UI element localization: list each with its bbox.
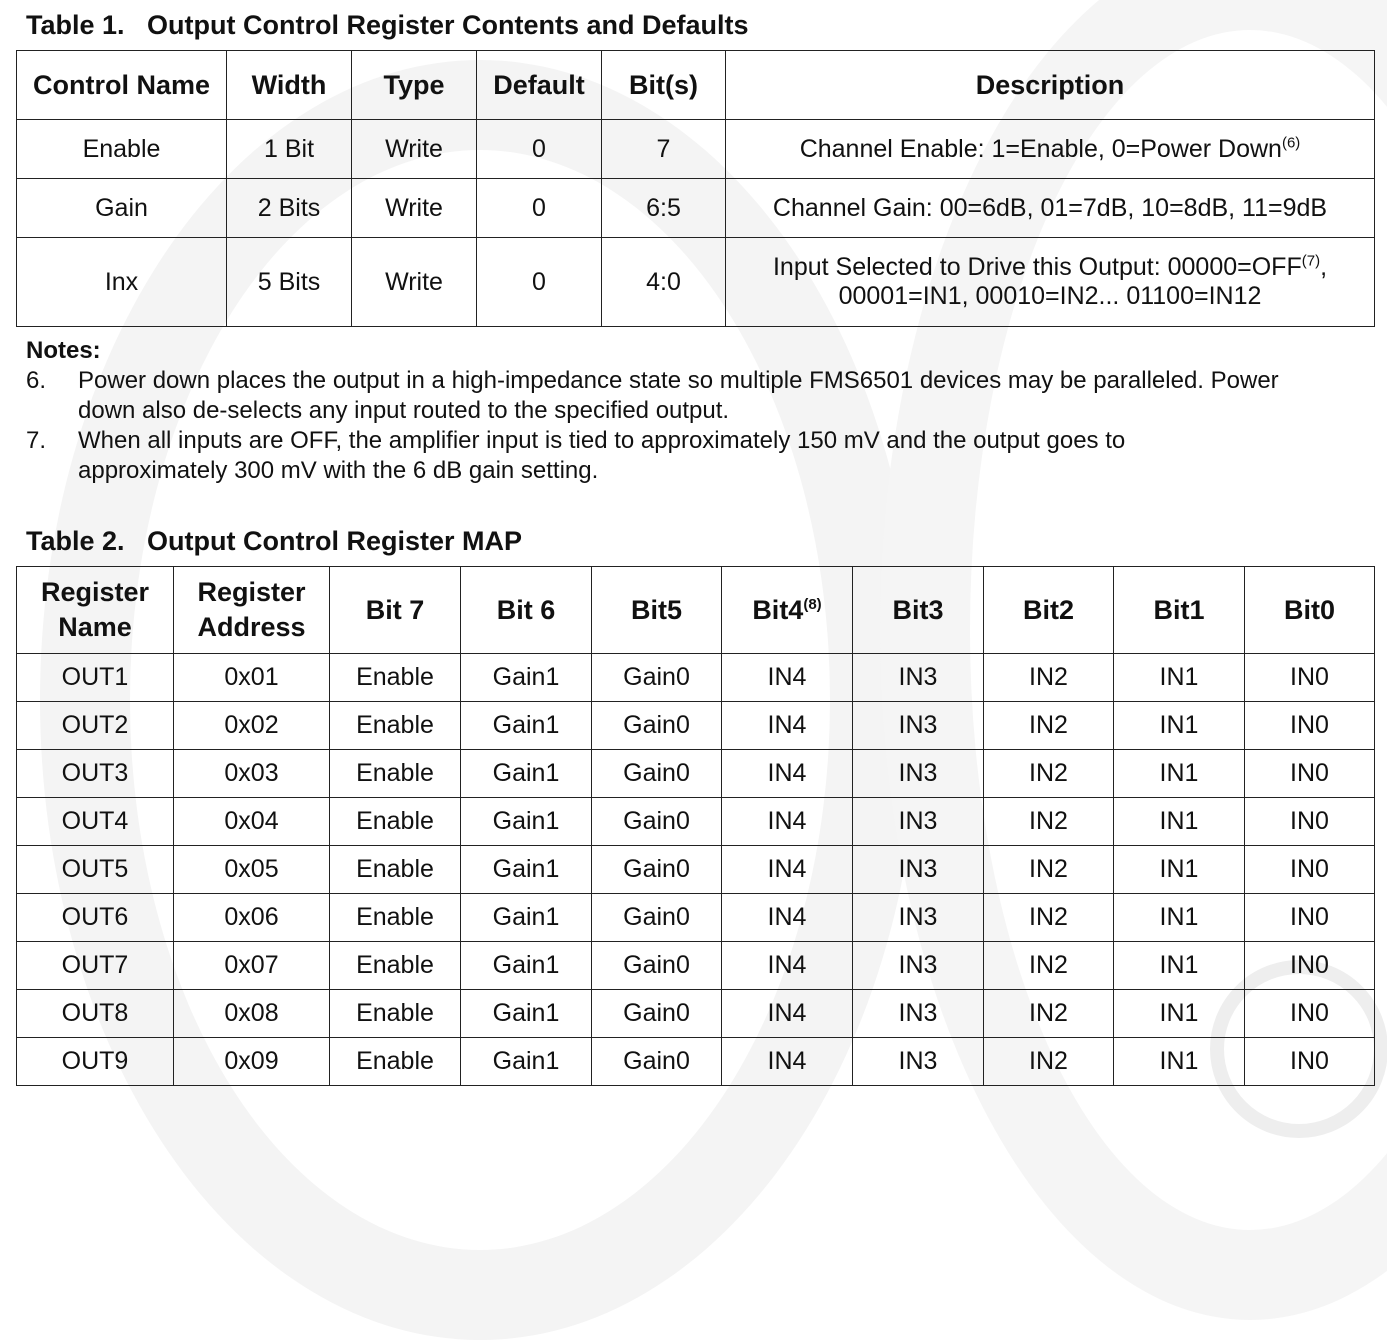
table-row bbox=[17, 120, 1375, 179]
table-row bbox=[17, 798, 1375, 846]
cell-register-name: OUT6 bbox=[17, 894, 174, 942]
column-header-bit4 bbox=[722, 567, 853, 654]
header-line: Register bbox=[40, 577, 150, 607]
cell-default: 0 bbox=[477, 238, 602, 327]
cell-bit3: IN3 bbox=[853, 894, 984, 942]
footnote-ref: (7) bbox=[1301, 252, 1321, 270]
output-control-register-contents-table bbox=[16, 50, 1375, 327]
header-line: Bit4 bbox=[752, 594, 804, 625]
cell-bit5: Gain0 bbox=[592, 702, 722, 750]
description-text: Input Selected to Drive this Output: 00000=OFF bbox=[772, 253, 1302, 281]
cell-width: 1 Bit bbox=[227, 120, 352, 179]
cell-bit1: IN1 bbox=[1114, 846, 1245, 894]
register-map-body bbox=[17, 654, 1375, 1086]
column-header: Control Name bbox=[17, 51, 227, 120]
cell-bit7: Enable bbox=[330, 942, 461, 990]
cell-bit7: Enable bbox=[330, 702, 461, 750]
cell-bit3: IN3 bbox=[853, 654, 984, 702]
cell-bit5: Gain0 bbox=[592, 990, 722, 1038]
column-header-bit0: Bit0 bbox=[1245, 567, 1375, 654]
cell-bit4: IN4 bbox=[722, 990, 853, 1038]
table-row bbox=[17, 990, 1375, 1038]
table-row bbox=[17, 1038, 1375, 1086]
header-line: Name bbox=[58, 612, 132, 642]
cell-bit3: IN3 bbox=[853, 702, 984, 750]
cell-bit4: IN4 bbox=[722, 702, 853, 750]
cell-bit2: IN2 bbox=[984, 846, 1114, 894]
table2-caption: Table 2. Output Control Register MAP bbox=[26, 526, 523, 556]
cell-bit4: IN4 bbox=[722, 654, 853, 702]
cell-bit1: IN1 bbox=[1114, 798, 1245, 846]
cell-bit0: IN0 bbox=[1245, 1038, 1375, 1086]
table-row bbox=[17, 846, 1375, 894]
cell-register-address: 0x05 bbox=[174, 846, 330, 894]
cell-bit2: IN2 bbox=[984, 750, 1114, 798]
cell-register-name: OUT5 bbox=[17, 846, 174, 894]
cell-type: Write bbox=[352, 120, 477, 179]
cell-bit0: IN0 bbox=[1245, 894, 1375, 942]
cell-bit2: IN2 bbox=[984, 990, 1114, 1038]
cell-bit3: IN3 bbox=[853, 1038, 984, 1086]
cell-bit7: Enable bbox=[330, 894, 461, 942]
cell-bit7: Enable bbox=[330, 798, 461, 846]
cell-bit4: IN4 bbox=[722, 798, 853, 846]
table-row bbox=[17, 179, 1375, 238]
cell-bit5: Gain0 bbox=[592, 750, 722, 798]
column-header-bit5: Bit5 bbox=[592, 567, 722, 654]
cell-type: Write bbox=[352, 179, 477, 238]
cell-bit0: IN0 bbox=[1245, 990, 1375, 1038]
cell-bit3: IN3 bbox=[853, 942, 984, 990]
cell-bit2: IN2 bbox=[984, 798, 1114, 846]
cell-register-address: 0x02 bbox=[174, 702, 330, 750]
cell-description bbox=[726, 238, 1375, 327]
description-text: Channel Enable: 1=Enable, 0=Power Down bbox=[799, 134, 1282, 163]
cell-default: 0 bbox=[477, 179, 602, 238]
cell-description bbox=[726, 120, 1375, 179]
output-control-register-map-table bbox=[16, 566, 1375, 1086]
cell-bit7: Enable bbox=[330, 846, 461, 894]
cell-register-address: 0x08 bbox=[174, 990, 330, 1038]
cell-register-name: OUT7 bbox=[17, 942, 174, 990]
cell-register-address: 0x07 bbox=[174, 942, 330, 990]
cell-bit0: IN0 bbox=[1245, 846, 1375, 894]
note-item bbox=[26, 366, 1316, 426]
note-number: 6. bbox=[26, 367, 47, 394]
cell-bit2: IN2 bbox=[984, 702, 1114, 750]
footnote-ref: (8) bbox=[803, 595, 822, 613]
cell-bit7: Enable bbox=[330, 750, 461, 798]
cell-bit5: Gain0 bbox=[592, 942, 722, 990]
cell-bits: 7 bbox=[602, 120, 726, 179]
cell-bit3: IN3 bbox=[853, 990, 984, 1038]
column-header: Bit(s) bbox=[602, 51, 726, 120]
column-header-bit3: Bit3 bbox=[853, 567, 984, 654]
cell-bit5: Gain0 bbox=[592, 1038, 722, 1086]
cell-register-name: OUT2 bbox=[17, 702, 174, 750]
description-punctuation: , bbox=[1320, 253, 1328, 281]
cell-bit1: IN1 bbox=[1114, 702, 1245, 750]
notes-section bbox=[26, 336, 1316, 486]
cell-bit5: Gain0 bbox=[592, 798, 722, 846]
column-header-register-address bbox=[174, 567, 330, 654]
description-text: Channel Gain: 00=6dB, 01=7dB, 10=8dB, 11=9dB bbox=[772, 193, 1328, 222]
cell-type: Write bbox=[352, 238, 477, 327]
table-row bbox=[17, 750, 1375, 798]
cell-bit0: IN0 bbox=[1245, 942, 1375, 990]
cell-control-name: Enable bbox=[17, 120, 227, 179]
cell-bit5: Gain0 bbox=[592, 654, 722, 702]
cell-register-address: 0x03 bbox=[174, 750, 330, 798]
column-header-register-name bbox=[17, 567, 174, 654]
cell-bit1: IN1 bbox=[1114, 654, 1245, 702]
cell-bit2: IN2 bbox=[984, 894, 1114, 942]
cell-bit5: Gain0 bbox=[592, 846, 722, 894]
cell-register-name: OUT4 bbox=[17, 798, 174, 846]
cell-bit0: IN0 bbox=[1245, 654, 1375, 702]
cell-bit6: Gain1 bbox=[461, 894, 592, 942]
cell-bit5: Gain0 bbox=[592, 894, 722, 942]
cell-control-name: Inx bbox=[17, 238, 227, 327]
cell-register-address: 0x06 bbox=[174, 894, 330, 942]
cell-control-name: Gain bbox=[17, 179, 227, 238]
cell-bit6: Gain1 bbox=[461, 750, 592, 798]
cell-register-address: 0x09 bbox=[174, 1038, 330, 1086]
cell-bit1: IN1 bbox=[1114, 750, 1245, 798]
note-text: When all inputs are OFF, the amplifier input is tied to approximately 150 mV and the output goes to approximately 300 mV with the 6 dB gain setting. bbox=[78, 427, 1126, 484]
cell-register-name: OUT3 bbox=[17, 750, 174, 798]
cell-bit6: Gain1 bbox=[461, 798, 592, 846]
column-header: Type bbox=[352, 51, 477, 120]
cell-bit6: Gain1 bbox=[461, 1038, 592, 1086]
table-row bbox=[17, 238, 1375, 327]
cell-bit2: IN2 bbox=[984, 942, 1114, 990]
cell-register-address: 0x04 bbox=[174, 798, 330, 846]
cell-bits: 4:0 bbox=[602, 238, 726, 327]
cell-bit7: Enable bbox=[330, 990, 461, 1038]
cell-bit2: IN2 bbox=[984, 654, 1114, 702]
table-header-row bbox=[17, 51, 1375, 120]
cell-default: 0 bbox=[477, 120, 602, 179]
cell-register-name: OUT9 bbox=[17, 1038, 174, 1086]
cell-bit1: IN1 bbox=[1114, 894, 1245, 942]
column-header: Description bbox=[726, 51, 1375, 120]
note-item bbox=[26, 426, 1246, 486]
note-text: Power down places the output in a high-impedance state so multiple FMS6501 devices may be paralleled. Power down also de-selects any input routed to the specified output. bbox=[78, 367, 1279, 424]
cell-bit3: IN3 bbox=[853, 846, 984, 894]
cell-bit4: IN4 bbox=[722, 750, 853, 798]
column-header-bit2: Bit2 bbox=[984, 567, 1114, 654]
note-number: 7. bbox=[26, 427, 47, 454]
cell-bit1: IN1 bbox=[1114, 990, 1245, 1038]
cell-bit4: IN4 bbox=[722, 894, 853, 942]
table-header-row bbox=[17, 567, 1375, 654]
column-header-bit7: Bit 7 bbox=[330, 567, 461, 654]
column-header: Default bbox=[477, 51, 602, 120]
column-header: Width bbox=[227, 51, 352, 120]
cell-bit3: IN3 bbox=[853, 750, 984, 798]
notes-title: Notes: bbox=[26, 337, 101, 364]
cell-bits: 6:5 bbox=[602, 179, 726, 238]
cell-bit0: IN0 bbox=[1245, 798, 1375, 846]
cell-register-name: OUT1 bbox=[17, 654, 174, 702]
cell-register-name: OUT8 bbox=[17, 990, 174, 1038]
cell-bit7: Enable bbox=[330, 1038, 461, 1086]
cell-bit0: IN0 bbox=[1245, 702, 1375, 750]
cell-bit2: IN2 bbox=[984, 1038, 1114, 1086]
cell-bit6: Gain1 bbox=[461, 654, 592, 702]
cell-bit1: IN1 bbox=[1114, 942, 1245, 990]
cell-bit6: Gain1 bbox=[461, 702, 592, 750]
cell-bit0: IN0 bbox=[1245, 750, 1375, 798]
cell-bit4: IN4 bbox=[722, 942, 853, 990]
table1-caption: Table 1. Output Control Register Contents and Defaults bbox=[26, 10, 749, 40]
column-header-bit6: Bit 6 bbox=[461, 567, 592, 654]
cell-register-address: 0x01 bbox=[174, 654, 330, 702]
cell-bit7: Enable bbox=[330, 654, 461, 702]
table-row bbox=[17, 942, 1375, 990]
column-header-bit1: Bit1 bbox=[1114, 567, 1245, 654]
cell-bit6: Gain1 bbox=[461, 942, 592, 990]
header-line: Address bbox=[197, 612, 306, 642]
table-row bbox=[17, 654, 1375, 702]
footnote-ref: (6) bbox=[1281, 134, 1301, 152]
cell-width: 5 Bits bbox=[227, 238, 352, 327]
cell-bit4: IN4 bbox=[722, 846, 853, 894]
header-line: Register bbox=[197, 577, 306, 607]
description-text-line2: 00001=IN1, 00010=IN2... 01100=IN12 bbox=[838, 282, 1262, 310]
cell-width: 2 Bits bbox=[227, 179, 352, 238]
cell-bit6: Gain1 bbox=[461, 990, 592, 1038]
cell-bit3: IN3 bbox=[853, 798, 984, 846]
cell-bit1: IN1 bbox=[1114, 1038, 1245, 1086]
cell-description bbox=[726, 179, 1375, 238]
cell-bit6: Gain1 bbox=[461, 846, 592, 894]
cell-bit4: IN4 bbox=[722, 1038, 853, 1086]
table-row bbox=[17, 702, 1375, 750]
table-row bbox=[17, 894, 1375, 942]
